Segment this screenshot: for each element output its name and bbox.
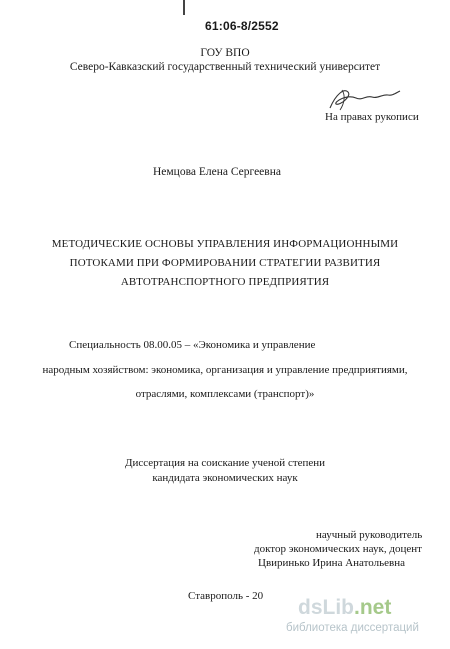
title-line-2: ПОТОКАМИ ПРИ ФОРМИРОВАНИИ СТРАТЕГИИ РАЗВИТИЯ — [69, 257, 381, 269]
supervisor-role: научный руководитель — [316, 529, 423, 541]
dissertation-line-2: кандидата экономических наук — [152, 472, 298, 484]
dissertation-line-1: Диссертация на соискание ученой степени — [124, 457, 326, 469]
library-watermark — [286, 596, 446, 641]
rights-note: На правах рукописи — [325, 111, 419, 123]
watermark-logo-main: dsLib — [298, 596, 354, 619]
watermark-logo-tld: .net — [354, 596, 392, 619]
title-line-3: АВТОТРАНСПОРТНОГО ПРЕДПРИЯТИЯ — [120, 276, 330, 288]
specialty-line-3: отраслями, комплексами (транспорт)» — [135, 388, 315, 400]
author-name: Немцова Елена Сергеевна — [153, 166, 281, 178]
supervisor-degree: доктор экономических наук, доцент — [254, 543, 422, 555]
org-line-1: ГОУ ВПО — [200, 47, 250, 59]
watermark-logo — [298, 596, 391, 620]
title-line-1: МЕТОДИЧЕСКИЕ ОСНОВЫ УПРАВЛЕНИЯ ИНФОРМАЦИОННЫМИ — [51, 238, 399, 250]
handwritten-signature — [322, 86, 402, 112]
org-line-2: Северо-Кавказский государственный технический университет — [69, 61, 381, 73]
punch-mark — [183, 0, 185, 15]
specialty-line-2: народным хозяйством: экономика, организация и управление предприятиями, — [42, 364, 408, 376]
place-year: Ставрополь - 20 — [188, 590, 264, 602]
supervisor-name: Цвиринько Ирина Анатольевна — [258, 557, 405, 569]
watermark-subtitle: библиотека диссертаций — [286, 622, 419, 634]
archive-stamp: 61:06-8/2552 — [205, 19, 279, 33]
specialty-line-1: Специальность 08.00.05 – «Экономика и управление — [69, 339, 316, 351]
